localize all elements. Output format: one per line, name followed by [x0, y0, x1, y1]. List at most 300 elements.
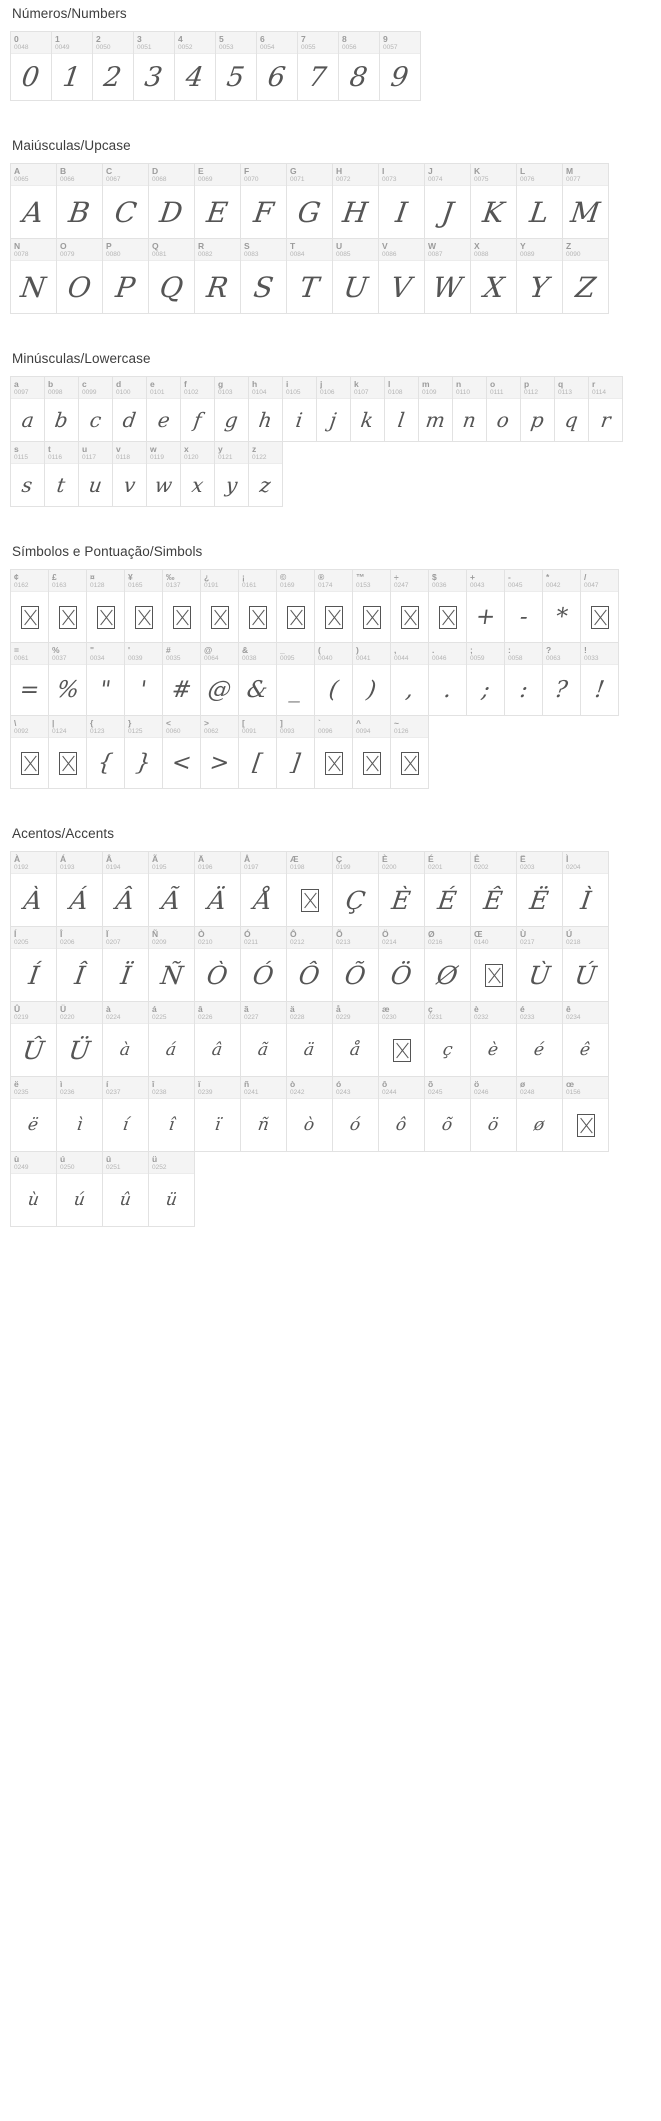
glyph-cell[interactable]	[240, 926, 287, 1002]
glyph-cell[interactable]	[516, 238, 563, 314]
glyph-cell[interactable]	[338, 31, 380, 101]
glyph-cell[interactable]	[56, 1001, 103, 1077]
glyph-char-label: ™	[356, 572, 365, 582]
glyph-cell[interactable]	[248, 376, 283, 442]
glyph-cell[interactable]	[486, 376, 521, 442]
glyph-char-label: K	[474, 166, 481, 176]
glyph-cell[interactable]	[92, 31, 134, 101]
glyph-sample: U	[341, 270, 370, 304]
glyph-header	[517, 1077, 562, 1099]
glyph-cell[interactable]	[332, 926, 379, 1002]
glyph-cell[interactable]	[10, 163, 57, 239]
glyph-sample: d	[121, 408, 138, 432]
glyph-cell[interactable]	[124, 715, 163, 789]
glyph-code-label: 0098	[48, 389, 63, 396]
glyph-cell[interactable]	[112, 376, 147, 442]
glyph-cell[interactable]	[297, 31, 339, 101]
glyph-cell[interactable]	[276, 569, 315, 643]
glyph-cell[interactable]	[470, 1076, 517, 1152]
glyph-cell[interactable]	[200, 569, 239, 643]
glyph-preview	[87, 592, 124, 642]
glyph-cell[interactable]	[78, 441, 113, 507]
glyph-cell[interactable]	[10, 376, 45, 442]
glyph-preview	[353, 738, 390, 788]
glyph-code-label: 0202	[474, 864, 489, 871]
glyph-sample: X	[481, 270, 506, 304]
glyph-cell[interactable]	[240, 1001, 287, 1077]
glyph-char-label: G	[290, 166, 297, 176]
missing-glyph-icon	[401, 606, 419, 629]
glyph-header	[149, 852, 194, 874]
glyph-char-label: E	[198, 166, 204, 176]
glyph-code-label: 0075	[474, 176, 489, 183]
glyph-sample: k	[359, 408, 376, 432]
glyph-char-label: é	[520, 1004, 525, 1014]
glyph-cell[interactable]	[470, 238, 517, 314]
glyph-char-label: ë	[14, 1079, 19, 1089]
glyph-cell[interactable]	[286, 238, 333, 314]
glyph-cell[interactable]	[562, 851, 609, 927]
glyph-cell[interactable]	[542, 642, 581, 716]
glyph-cell[interactable]	[86, 569, 125, 643]
glyph-cell[interactable]	[86, 715, 125, 789]
glyph-cell[interactable]	[542, 569, 581, 643]
glyph-sample: 3	[143, 61, 165, 93]
glyph-code-label: 0072	[336, 176, 351, 183]
glyph-cell[interactable]	[378, 1001, 425, 1077]
glyph-cell[interactable]	[180, 376, 215, 442]
glyph-section-accents	[10, 820, 651, 1226]
glyph-header	[163, 570, 200, 592]
glyph-cell[interactable]	[124, 642, 163, 716]
section-spacer	[10, 319, 651, 345]
glyph-cell[interactable]	[316, 376, 351, 442]
glyph-cell[interactable]	[162, 642, 201, 716]
glyph-cell[interactable]	[452, 376, 487, 442]
glyph-header	[471, 164, 516, 186]
glyph-cell[interactable]	[286, 1076, 333, 1152]
glyph-char-label: b	[48, 379, 54, 389]
glyph-cell[interactable]	[238, 715, 277, 789]
glyph-cell[interactable]	[133, 31, 175, 101]
glyph-header	[249, 377, 282, 399]
glyph-cell[interactable]	[562, 163, 609, 239]
glyph-cell[interactable]	[48, 715, 87, 789]
glyph-code-label: 0112	[524, 389, 538, 396]
glyph-cell[interactable]	[424, 1076, 471, 1152]
glyph-sample: â	[211, 1040, 224, 1060]
glyph-cell[interactable]	[200, 642, 239, 716]
glyph-char-label: S	[244, 241, 250, 251]
glyph-sample: û	[118, 1190, 133, 1210]
glyph-code-label: 0108	[388, 389, 403, 396]
glyph-cell[interactable]	[102, 163, 149, 239]
glyph-cell[interactable]	[516, 163, 563, 239]
glyph-cell[interactable]	[10, 1076, 57, 1152]
glyph-cell[interactable]	[51, 31, 93, 101]
glyph-cell[interactable]	[10, 715, 49, 789]
glyph-cell[interactable]	[314, 642, 353, 716]
glyph-char-label: }	[128, 718, 132, 728]
glyph-code-label: 0128	[90, 582, 105, 589]
glyph-preview	[391, 738, 428, 788]
glyph-code-label: 0092	[14, 728, 29, 735]
glyph-header	[385, 377, 418, 399]
glyph-preview	[57, 1174, 102, 1226]
glyph-cell[interactable]	[148, 926, 195, 1002]
glyph-cell[interactable]	[428, 569, 467, 643]
glyph-char-label: Î	[60, 929, 63, 939]
glyph-cell[interactable]	[10, 238, 57, 314]
glyph-cell[interactable]	[148, 1076, 195, 1152]
glyph-char-label: x	[184, 444, 189, 454]
glyph-cell[interactable]	[10, 569, 49, 643]
glyph-cell[interactable]	[520, 376, 555, 442]
glyph-header	[125, 570, 162, 592]
glyph-cell[interactable]	[180, 441, 215, 507]
glyph-cell[interactable]	[56, 163, 103, 239]
glyph-cell[interactable]	[248, 441, 283, 507]
glyph-cell[interactable]	[146, 441, 181, 507]
glyph-cell[interactable]	[148, 1151, 195, 1227]
missing-glyph-icon	[439, 606, 457, 629]
glyph-cell[interactable]	[516, 1076, 563, 1152]
glyph-cell[interactable]	[580, 569, 619, 643]
glyph-cell[interactable]	[44, 441, 79, 507]
glyph-cell[interactable]	[314, 569, 353, 643]
glyph-char-label: 7	[301, 34, 306, 44]
glyph-cell[interactable]	[102, 851, 149, 927]
glyph-cell[interactable]	[162, 715, 201, 789]
glyph-header	[391, 716, 428, 738]
glyph-cell[interactable]	[350, 376, 385, 442]
glyph-cell[interactable]	[48, 569, 87, 643]
glyph-header	[57, 1002, 102, 1024]
glyph-header	[241, 1002, 286, 1024]
glyph-preview	[11, 1024, 56, 1076]
glyph-header	[195, 239, 240, 261]
glyph-cell[interactable]	[554, 376, 589, 442]
glyph-cell[interactable]	[194, 238, 241, 314]
glyph-code-label: 0231	[428, 1014, 443, 1021]
glyph-cell[interactable]	[238, 642, 277, 716]
glyph-cell[interactable]	[256, 31, 298, 101]
glyph-cell[interactable]	[418, 376, 453, 442]
glyph-cell[interactable]	[504, 642, 543, 716]
glyph-header	[287, 164, 332, 186]
glyph-cell[interactable]	[86, 642, 125, 716]
glyph-sample: R	[204, 270, 231, 304]
glyph-code-label: 0084	[290, 251, 305, 258]
glyph-sample: ó	[348, 1115, 363, 1135]
glyph-cell[interactable]	[332, 1076, 379, 1152]
glyph-cell[interactable]	[470, 926, 517, 1002]
glyph-sample: Ì	[578, 885, 593, 915]
glyph-cell[interactable]	[286, 851, 333, 927]
glyph-header	[11, 1152, 56, 1174]
glyph-cell[interactable]	[378, 926, 425, 1002]
glyph-preview	[277, 592, 314, 642]
glyph-cell[interactable]	[148, 238, 195, 314]
glyph-cell[interactable]	[562, 1076, 609, 1152]
glyph-cell[interactable]	[102, 1076, 149, 1152]
glyph-header	[134, 32, 174, 54]
glyph-preview	[11, 665, 48, 715]
glyph-cell[interactable]	[102, 238, 149, 314]
glyph-cell[interactable]	[10, 441, 45, 507]
glyph-cell[interactable]	[378, 163, 425, 239]
glyph-cell[interactable]	[384, 376, 419, 442]
glyph-cell[interactable]	[240, 238, 287, 314]
glyph-sample: ù	[26, 1190, 41, 1210]
glyph-cell[interactable]	[240, 163, 287, 239]
glyph-cell[interactable]	[194, 1076, 241, 1152]
glyph-header	[87, 643, 124, 665]
glyph-cell[interactable]	[215, 31, 257, 101]
glyph-char-label: p	[524, 379, 530, 389]
glyph-preview	[581, 665, 618, 715]
glyph-cell[interactable]	[332, 1001, 379, 1077]
glyph-cell[interactable]	[10, 851, 57, 927]
glyph-cell[interactable]	[424, 238, 471, 314]
glyph-preview	[277, 738, 314, 788]
glyph-header	[241, 164, 286, 186]
glyph-sample: ï	[213, 1115, 222, 1135]
glyph-header	[103, 164, 148, 186]
glyph-sample: ê	[579, 1040, 592, 1060]
glyph-char-label: s	[14, 444, 19, 454]
glyph-preview	[563, 874, 608, 926]
glyph-code-label: 0169	[280, 582, 295, 589]
glyph-cell[interactable]	[378, 851, 425, 927]
glyph-header	[563, 164, 608, 186]
glyph-cell[interactable]	[214, 441, 249, 507]
glyph-preview	[287, 949, 332, 1001]
glyph-cell[interactable]	[162, 569, 201, 643]
glyph-char-label: Ì	[566, 854, 569, 864]
glyph-header	[467, 570, 504, 592]
glyph-header	[563, 239, 608, 261]
glyph-cell[interactable]	[102, 1151, 149, 1227]
glyph-cell[interactable]	[102, 926, 149, 1002]
glyph-code-label: 0100	[116, 389, 131, 396]
glyph-header	[257, 32, 297, 54]
glyph-cell[interactable]	[390, 715, 429, 789]
glyph-cell[interactable]	[378, 1076, 425, 1152]
glyph-char-label: .	[432, 645, 435, 655]
glyph-cell[interactable]	[390, 642, 429, 716]
glyph-char-label: {	[90, 718, 94, 728]
glyph-cell[interactable]	[214, 376, 249, 442]
glyph-cell[interactable]	[332, 163, 379, 239]
glyph-preview	[11, 186, 56, 238]
glyph-cell[interactable]	[282, 376, 317, 442]
glyph-sample: C	[112, 195, 139, 229]
glyph-header	[425, 1077, 470, 1099]
glyph-header	[379, 1077, 424, 1099]
glyph-header	[149, 1002, 194, 1024]
glyph-cell[interactable]	[470, 163, 517, 239]
glyph-cell[interactable]	[516, 851, 563, 927]
glyph-preview	[317, 399, 350, 441]
glyph-cell[interactable]	[102, 1001, 149, 1077]
glyph-sample: Ã	[160, 885, 183, 915]
glyph-cell[interactable]	[424, 851, 471, 927]
glyph-code-label: 0203	[520, 864, 535, 871]
glyph-cell[interactable]	[56, 1151, 103, 1227]
glyph-cell[interactable]	[390, 569, 429, 643]
glyph-cell[interactable]	[10, 1151, 57, 1227]
glyph-header	[241, 239, 286, 261]
glyph-cell[interactable]	[276, 642, 315, 716]
glyph-cell[interactable]	[424, 163, 471, 239]
glyph-cell[interactable]	[286, 163, 333, 239]
glyph-cell[interactable]	[286, 926, 333, 1002]
glyph-header	[79, 377, 112, 399]
glyph-header	[277, 716, 314, 738]
glyph-code-label: 0104	[252, 389, 267, 396]
glyph-sample: S	[251, 270, 276, 304]
glyph-preview	[283, 399, 316, 441]
glyph-header	[353, 643, 390, 665]
glyph-char-label: !	[584, 645, 587, 655]
glyph-char-label: g	[218, 379, 224, 389]
glyph-cell[interactable]	[194, 163, 241, 239]
glyph-char-label: É	[428, 854, 434, 864]
glyph-sample: #	[170, 677, 193, 703]
glyph-cell[interactable]	[314, 715, 353, 789]
glyph-preview	[315, 592, 352, 642]
glyph-char-label: W	[428, 241, 437, 251]
glyph-cell[interactable]	[124, 569, 163, 643]
glyph-cell[interactable]	[56, 238, 103, 314]
glyph-header	[429, 643, 466, 665]
glyph-sample: Ô	[297, 960, 322, 990]
glyph-sample: Q	[157, 270, 186, 304]
glyph-cell[interactable]	[148, 1001, 195, 1077]
glyph-code-label: 0125	[128, 728, 143, 735]
glyph-cell[interactable]	[56, 1076, 103, 1152]
glyph-cell[interactable]	[378, 238, 425, 314]
glyph-cell[interactable]	[148, 163, 195, 239]
glyph-header	[425, 852, 470, 874]
glyph-cell[interactable]	[379, 31, 421, 101]
glyph-cell[interactable]	[194, 851, 241, 927]
glyph-sample: Ê	[482, 885, 505, 915]
glyph-cell[interactable]	[516, 926, 563, 1002]
glyph-code-label: 0137	[166, 582, 181, 589]
glyph-cell[interactable]	[10, 1001, 57, 1077]
glyph-cell[interactable]	[194, 1001, 241, 1077]
glyph-cell[interactable]	[240, 1076, 287, 1152]
glyph-preview	[49, 738, 86, 788]
glyph-cell[interactable]	[200, 715, 239, 789]
glyph-sample: Î	[72, 960, 87, 990]
glyph-cell[interactable]	[148, 851, 195, 927]
glyph-header	[181, 377, 214, 399]
glyph-header	[149, 239, 194, 261]
glyph-header	[353, 716, 390, 738]
glyph-cell[interactable]	[44, 376, 79, 442]
glyph-cell[interactable]	[516, 1001, 563, 1077]
glyph-char-label: =	[14, 645, 19, 655]
glyph-code-label: 0039	[128, 655, 143, 662]
glyph-cell[interactable]	[56, 926, 103, 1002]
glyph-cell[interactable]	[332, 238, 379, 314]
glyph-char-label: a	[14, 379, 19, 389]
glyph-cell[interactable]	[194, 926, 241, 1002]
glyph-cell[interactable]	[424, 1001, 471, 1077]
glyph-cell[interactable]	[470, 851, 517, 927]
glyph-sample: F	[251, 195, 276, 229]
glyph-code-label: 0044	[394, 655, 409, 662]
glyph-cell[interactable]	[174, 31, 216, 101]
glyph-sample: !	[593, 677, 606, 703]
glyph-cell[interactable]	[424, 926, 471, 1002]
glyph-preview	[147, 399, 180, 441]
glyph-cell[interactable]	[10, 31, 52, 101]
glyph-cell[interactable]	[146, 376, 181, 442]
glyph-code-label: 0153	[356, 582, 371, 589]
glyph-cell[interactable]	[78, 376, 113, 442]
glyph-cell[interactable]	[470, 1001, 517, 1077]
glyph-preview	[429, 665, 466, 715]
glyph-char-label: &	[242, 645, 249, 655]
glyph-cell[interactable]	[10, 926, 57, 1002]
glyph-cell[interactable]	[352, 642, 391, 716]
glyph-char-label: à	[106, 1004, 111, 1014]
glyph-cell[interactable]	[286, 1001, 333, 1077]
glyph-cell[interactable]	[48, 642, 87, 716]
glyph-cell[interactable]	[240, 851, 287, 927]
glyph-header	[215, 442, 248, 464]
glyph-preview	[391, 665, 428, 715]
glyph-cell[interactable]	[504, 569, 543, 643]
glyph-cell[interactable]	[562, 238, 609, 314]
glyph-char-label: z	[252, 444, 257, 454]
glyph-cell[interactable]	[466, 642, 505, 716]
glyph-cell[interactable]	[562, 1001, 609, 1077]
glyph-cell[interactable]	[588, 376, 623, 442]
glyph-sample: w	[153, 473, 174, 497]
glyph-code-label: 0248	[520, 1089, 535, 1096]
glyph-sample: J	[439, 195, 456, 229]
glyph-cell[interactable]	[562, 926, 609, 1002]
glyph-preview	[149, 186, 194, 238]
glyph-cell[interactable]	[56, 851, 103, 927]
glyph-header	[315, 716, 352, 738]
glyph-sample: 8	[348, 61, 370, 93]
glyph-preview	[11, 592, 48, 642]
glyph-cell[interactable]	[352, 569, 391, 643]
glyph-cell[interactable]	[10, 642, 49, 716]
glyph-cell[interactable]	[580, 642, 619, 716]
glyph-cell[interactable]	[112, 441, 147, 507]
glyph-char-label: ê	[566, 1004, 571, 1014]
glyph-cell[interactable]	[238, 569, 277, 643]
glyph-code-label: 0122	[252, 454, 267, 461]
glyph-cell[interactable]	[276, 715, 315, 789]
glyph-char-label: á	[152, 1004, 157, 1014]
glyph-cell[interactable]	[352, 715, 391, 789]
glyph-cell[interactable]	[332, 851, 379, 927]
missing-glyph-icon	[287, 606, 305, 629]
glyph-code-label: 0109	[422, 389, 437, 396]
glyph-cell[interactable]	[428, 642, 467, 716]
glyph-cell[interactable]	[466, 569, 505, 643]
glyph-code-label: 0047	[584, 582, 599, 589]
glyph-preview	[239, 738, 276, 788]
